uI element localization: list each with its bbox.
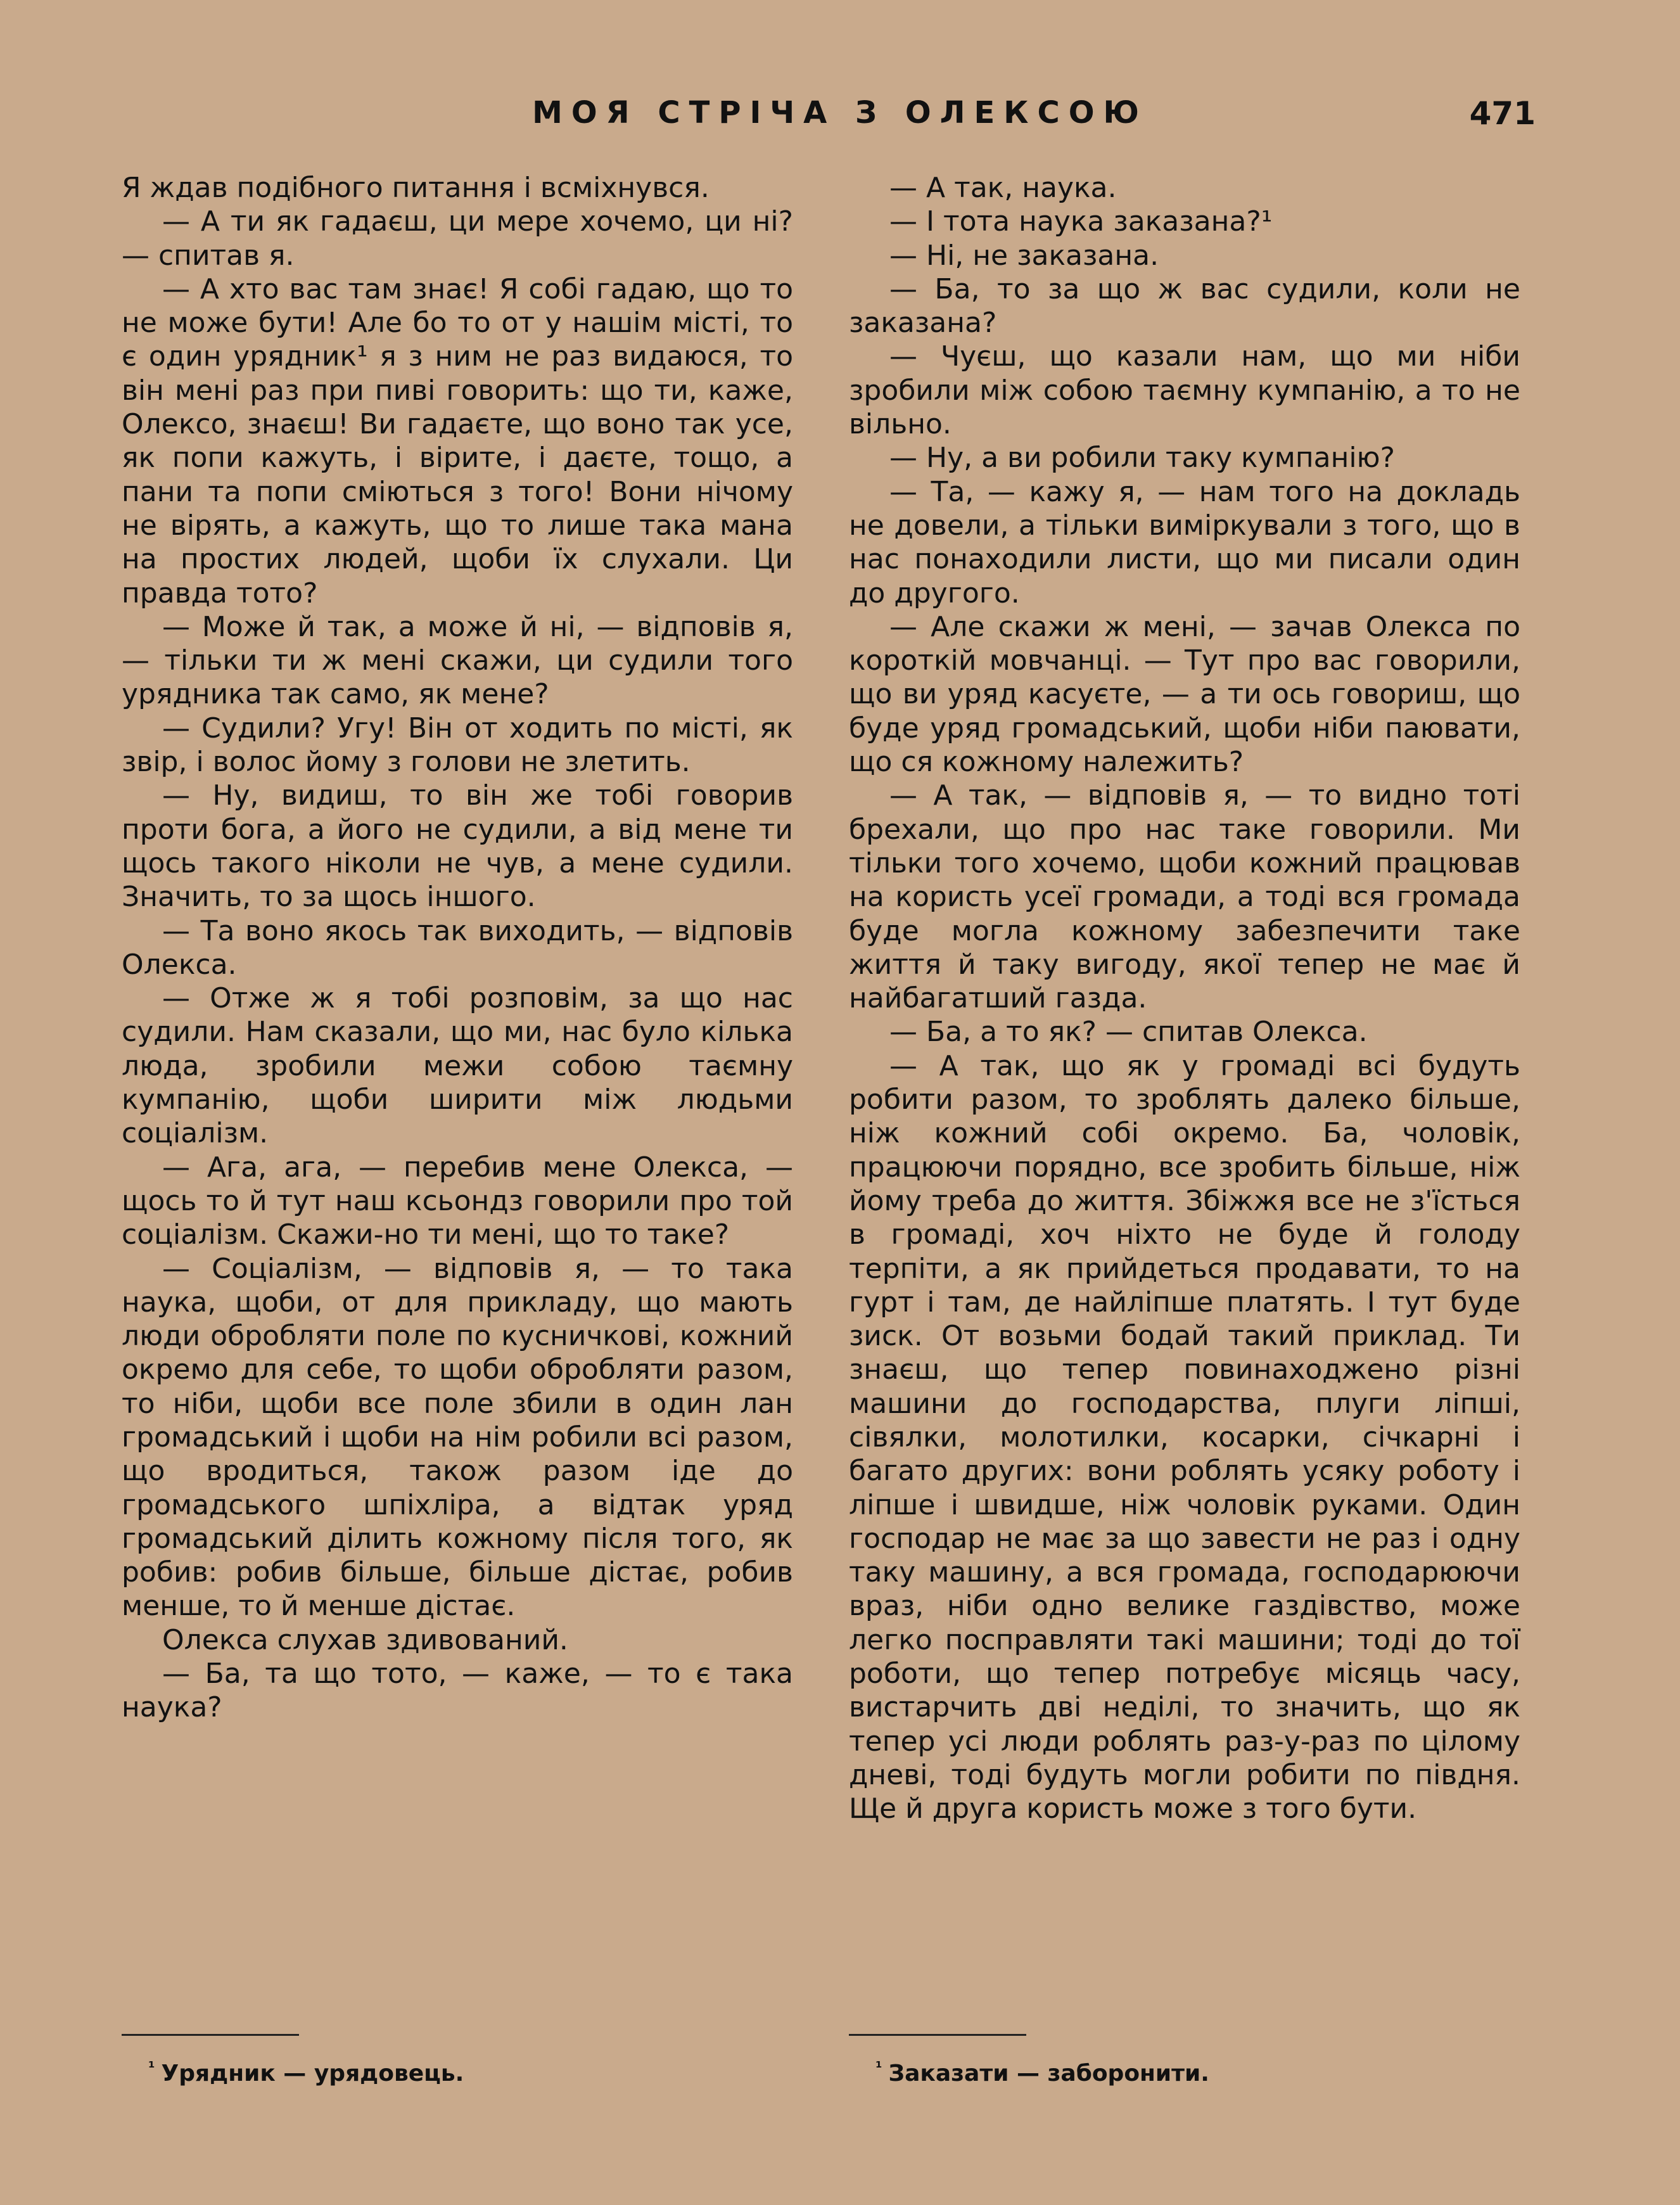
paragraph: — І тота наука заказана?¹	[889, 205, 1273, 238]
paragraph: — А ти як гадаєш, ци мере хочемо, ци ні? — спитав я.	[122, 205, 793, 272]
paragraph: — А так, що як у громаді всі будуть робити разом, то зроблять далеко більше, ніж кожний собі окремо. Ба, чоловік, працюючи порядно, все зробить більше, ніж йому треба до життя. Збіжжя все не з'їсться в громаді, хоч ніхто не буде й голоду терпіти, а як прийдеться продавати, то на гурт і там, де найліпше платять. І тут буде зиск. От возьми бодай такий приклад. Ти знаєш, що тепер повинаходжено різні машини до господарства, плуги ліпші, сівялки, молотилки, косарки, січкарні і багато других: вони роблять усяку роботу і ліпше і швидше, ніж чоловік руками. Один господар не має за що завести не раз і одну таку машину, а вся громада, господарюючи враз, ніби одно велике газдівство, може легко посправляти такі машини; тоді до тої роботи, що тепер потребує місяць часу, вистарчить дві неділі, то значить, що як тепер усі люди роблять раз-у-раз по цілому дневі, тоді будуть могли робити по півдня. Ще й друга користь може з того бути.	[849, 1049, 1520, 1825]
paragraph: — Чуєш, що казали нам, що ми ніби зробили між собою таємну кумпанію, а то не вільно.	[849, 340, 1520, 441]
paragraph: — Судили? Угу! Він от ходить по місті, як звір, і волос йому з голови не злетить.	[122, 712, 793, 779]
right-column	[849, 171, 1520, 1826]
left-column	[122, 171, 793, 1725]
page-number: 471	[1469, 95, 1536, 132]
paragraph: — Та, — кажу я, — нам того на докладь не довели, а тільки виміркували з того, що в нас понаходили листи, що ми писали один до другого.	[849, 475, 1520, 610]
footnote-text	[849, 2059, 1520, 2087]
footnote-content: Заказати — заборонити.	[888, 2061, 1209, 2087]
page-header	[0, 95, 1680, 146]
running-title: МОЯ СТРІЧА З ОЛЕКСОЮ	[532, 95, 1148, 131]
paragraph: — А так, — відповів я, — то видно тоті брехали, що про нас таке говорили. Ми тільки того хочемо, щоби кожний працював на користь усеї громади, а тоді вся громада буде могла кожному забезпечити таке життя й таку вигоду, якої тепер не має й найбагатший газда.	[849, 779, 1520, 1015]
footnote-right	[849, 2034, 1520, 2087]
footnote-content: Урядник — урядовець.	[161, 2061, 464, 2087]
paragraph: — А так, наука.	[889, 172, 1117, 204]
footnote-marker: ¹	[148, 2059, 155, 2076]
paragraph: — Але скажи ж мені, — зачав Олекса по короткій мовчанці. — Тут про вас говорили, що ви уряд касуєте, — а ти ось говориш, що буде уряд громадський, щоби ніби паювати, що ся кожному належить?	[849, 610, 1520, 779]
paragraph: — Соціалізм, — відповів я, — то така наука, щоби, от для прикладу, що мають люди обробляти поле по кусничкові, кожний окремо для себе, то щоби обробляти разом, то ніби, щоби все поле збили в один лан громадський і щоби на нім робили всі разом, що вродиться, також разом іде до громадського шпіхліра, а відтак уряд громадський ділить кожному після того, як робив: робив більше, більше дістає, робив менше, то й менше дістає.	[122, 1252, 793, 1623]
paragraph: Олекса слухав здивований.	[162, 1623, 568, 1656]
paragraph: — Та воно якось так виходить, — відповів Олекса.	[122, 914, 793, 981]
paragraph: — Ні, не заказана.	[889, 239, 1159, 272]
paragraph: — Ага, ага, — перебив мене Олекса, — щось то й тут наш ксьондз говорили про той соціалізм. Скажи-но ти мені, що то таке?	[122, 1151, 793, 1251]
paragraph: — Ба, та що тото, — каже, — то є така наука?	[122, 1658, 793, 1724]
paragraph: — Може й так, а може й ні, — відповів я, — тільки ти ж мені скажи, ци судили того урядника так само, як мене?	[122, 610, 793, 711]
paragraph: — Отже ж я тобі розповім, за що нас судили. Нам сказали, що ми, нас було кілька люда, зробили межи собою таємну кумпанію, щоби ширити між людьми соціалізм.	[122, 982, 793, 1150]
paragraph: — Ну, видиш, то він же тобі говорив проти бога, а його не судили, а від мене ти щось такого ніколи не чув, а мене судили. Значить, то за щось іншого.	[122, 779, 793, 914]
footnote-left	[122, 2034, 793, 2087]
footnote-text	[122, 2059, 793, 2087]
footnote-marker: ¹	[875, 2059, 882, 2076]
paragraph: Я ждав подібного питання і всміхнувся.	[122, 172, 710, 204]
paragraph: — Ба, то за що ж вас судили, коли не заказана?	[849, 272, 1520, 340]
footnote-divider	[122, 2034, 299, 2036]
paragraph: — А хто вас там знає! Я собі гадаю, що то не може бути! Але бо то от у нашім місті, то є один урядник¹ я з ним не раз видаюся, то він мені раз при пиві говорить: що ти, каже, Олексо, знаєш! Ви гадаєте, що воно так усе, як попи кажуть, і вірите, і даєте, тощо, а пани та попи сміються з того! Вони нічому не вірять, а кажуть, що то лише така мана на простих людей, щоби їх слухали. Ци правда тото?	[122, 272, 793, 610]
paragraph: — Ну, а ви робили таку кумпанію?	[889, 442, 1395, 475]
footnote-divider	[849, 2034, 1026, 2036]
paragraph: — Ба, а то як? — спитав Олекса.	[889, 1016, 1368, 1049]
